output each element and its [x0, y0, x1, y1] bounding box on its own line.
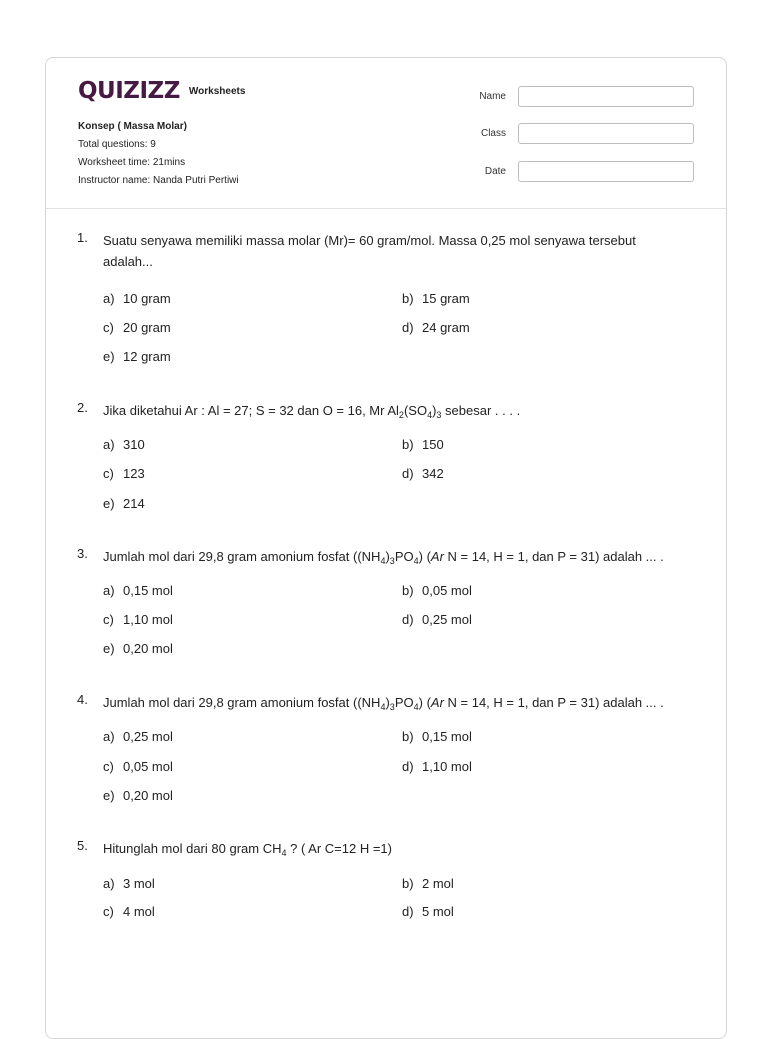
- option-letter: c): [103, 904, 114, 919]
- option-d[interactable]: [402, 612, 472, 627]
- option-c[interactable]: [103, 759, 173, 774]
- option-text: 12 gram: [123, 349, 171, 364]
- option-text: 0,15 mol: [123, 583, 173, 598]
- option-letter: e): [103, 641, 115, 656]
- worksheet-meta: [78, 118, 239, 190]
- question-number: 5.: [77, 838, 88, 853]
- option-text: 0,25 mol: [422, 612, 472, 627]
- option-text: 15 gram: [422, 291, 470, 306]
- option-c[interactable]: [103, 320, 171, 335]
- option-a[interactable]: [103, 876, 155, 891]
- option-e[interactable]: [103, 641, 173, 656]
- option-e[interactable]: [103, 788, 173, 803]
- option-a[interactable]: [103, 583, 173, 598]
- worksheet-time: Worksheet time: 21mins: [78, 157, 186, 168]
- class-input[interactable]: [518, 123, 694, 144]
- option-text: 0,25 mol: [123, 729, 173, 744]
- option-d[interactable]: [402, 904, 454, 919]
- class-label: Class: [480, 128, 506, 139]
- option-b[interactable]: [402, 291, 470, 306]
- option-letter: d): [402, 612, 414, 627]
- option-letter: c): [103, 612, 114, 627]
- option-letter: d): [402, 904, 414, 919]
- option-text: 1,10 mol: [422, 759, 472, 774]
- option-a[interactable]: [103, 729, 173, 744]
- option-letter: a): [103, 876, 115, 891]
- option-b[interactable]: [402, 437, 444, 452]
- option-text: 0,15 mol: [422, 729, 472, 744]
- question-number: 3.: [77, 546, 88, 561]
- option-c[interactable]: [103, 612, 173, 627]
- option-text: 3 mol: [123, 876, 155, 891]
- option-letter: c): [103, 759, 114, 774]
- option-text: 0,20 mol: [123, 788, 173, 803]
- question-text: Hitunglah mol dari 80 gram $CH_4$ ? ( Ar C=12 H =1): [103, 841, 392, 858]
- option-text: 214: [123, 496, 145, 511]
- option-a[interactable]: [103, 437, 145, 452]
- question-text: Jumlah mol dari 29,8 gram amonium fosfat $((NH_4)_3PO_4)$ (Ar N = 14, H = 1, dan P = 31) adalah ... .: [103, 549, 664, 566]
- option-text: 0,05 mol: [422, 583, 472, 598]
- question-number: 1.: [77, 230, 88, 245]
- option-text: 310: [123, 437, 145, 452]
- logo-wordmark: QUIZIZZ: [78, 78, 180, 104]
- option-text: 5 mol: [422, 904, 454, 919]
- option-text: 0,05 mol: [123, 759, 173, 774]
- option-letter: a): [103, 291, 115, 306]
- instructor-name: Instructor name: Nanda Putri Pertiwi: [78, 175, 239, 186]
- option-letter: e): [103, 788, 115, 803]
- option-letter: a): [103, 583, 115, 598]
- option-letter: c): [103, 466, 114, 481]
- option-letter: d): [402, 759, 414, 774]
- option-text: 10 gram: [123, 291, 171, 306]
- logo-product-label: Worksheets: [188, 85, 246, 97]
- option-text: 2 mol: [422, 876, 454, 891]
- option-b[interactable]: [402, 729, 472, 744]
- total-questions: Total questions: 9: [78, 139, 156, 150]
- option-c[interactable]: [103, 466, 145, 481]
- option-letter: e): [103, 349, 115, 364]
- option-d[interactable]: [402, 759, 472, 774]
- option-d[interactable]: [402, 466, 444, 481]
- date-input[interactable]: [518, 161, 694, 182]
- option-text: 342: [422, 466, 444, 481]
- option-a[interactable]: [103, 291, 171, 306]
- option-letter: b): [402, 583, 414, 598]
- worksheet-header: [46, 58, 726, 209]
- date-label: Date: [484, 166, 506, 177]
- option-b[interactable]: [402, 876, 454, 891]
- option-text: 0,20 mol: [123, 641, 173, 656]
- option-d[interactable]: [402, 320, 470, 335]
- option-text: 24 gram: [422, 320, 470, 335]
- option-c[interactable]: [103, 904, 155, 919]
- worksheet-title: Konsep ( Massa Molar): [78, 121, 187, 132]
- option-letter: b): [402, 291, 414, 306]
- question-text: Jika diketahui Ar : Al = 27; S = 32 dan O = 16, Mr $Al_2(SO_4)_3$ sebesar . . . .: [103, 403, 521, 420]
- date-field-row: [446, 161, 694, 182]
- class-field-row: [446, 123, 694, 144]
- option-letter: a): [103, 437, 115, 452]
- option-letter: d): [402, 320, 414, 335]
- name-input[interactable]: [518, 86, 694, 107]
- option-text: 4 mol: [123, 904, 155, 919]
- question-number: 2.: [77, 400, 88, 415]
- option-text: 150: [422, 437, 444, 452]
- option-letter: b): [402, 876, 414, 891]
- option-letter: d): [402, 466, 414, 481]
- option-letter: a): [103, 729, 115, 744]
- question-text: Suatu senyawa memiliki massa molar (Mr)= 60 gram/mol. Massa 0,25 mol senyawa tersebut adalah...: [103, 233, 636, 269]
- option-e[interactable]: [103, 496, 145, 511]
- quizizz-logo: [78, 78, 245, 104]
- question-number: 4.: [77, 692, 88, 707]
- option-text: 20 gram: [123, 320, 171, 335]
- option-letter: b): [402, 729, 414, 744]
- option-text: 1,10 mol: [123, 612, 173, 627]
- option-e[interactable]: [103, 349, 171, 364]
- option-letter: e): [103, 496, 115, 511]
- option-b[interactable]: [402, 583, 472, 598]
- option-text: 123: [123, 466, 145, 481]
- option-letter: b): [402, 437, 414, 452]
- name-field-row: [446, 86, 694, 107]
- name-label: Name: [479, 91, 506, 102]
- option-letter: c): [103, 320, 114, 335]
- question-text: Jumlah mol dari 29,8 gram amonium fosfat $((NH_4)_3PO_4)$ (Ar N = 14, H = 1, dan P = 31) adalah ... .: [103, 695, 664, 712]
